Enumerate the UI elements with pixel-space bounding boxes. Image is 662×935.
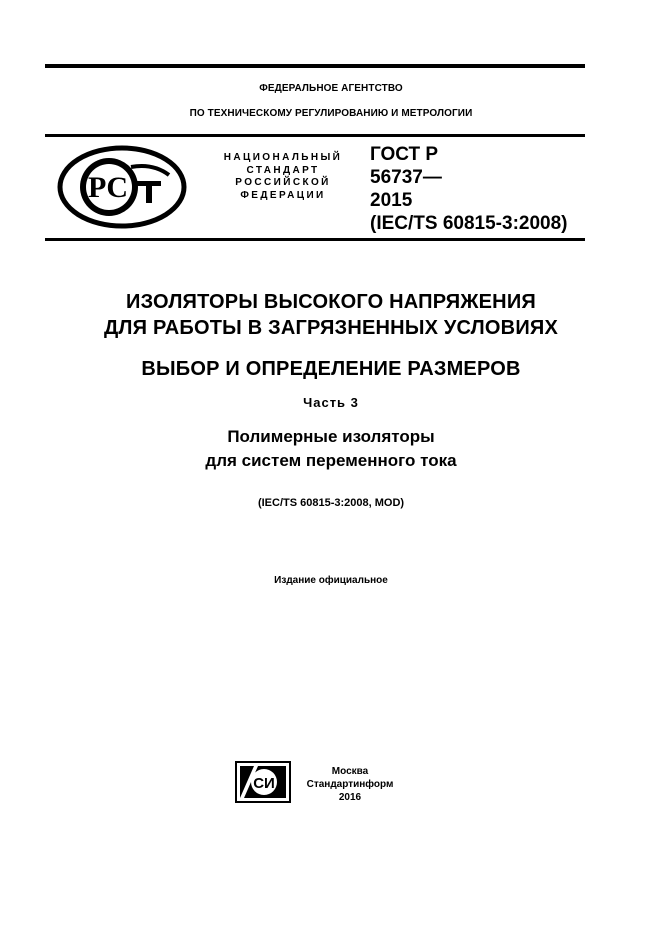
document-subtitle xyxy=(0,425,662,473)
standartinform-logo-icon xyxy=(234,760,292,804)
designation-line-3: 2015 xyxy=(370,190,413,211)
agency-line-1: ФЕДЕРАЛЬНОЕ АГЕНТСТВО xyxy=(259,83,403,94)
lower-rule xyxy=(45,238,585,241)
publisher-name: Стандартинформ xyxy=(306,779,394,790)
document-title xyxy=(0,289,662,341)
publisher-city: Москва xyxy=(331,766,369,777)
national-standard-line-3: РОССИЙСКОЙ xyxy=(235,177,331,188)
middle-rule xyxy=(45,134,585,137)
designation-line-2: 56737— xyxy=(370,167,442,188)
svg-text:PС: PС xyxy=(88,171,128,204)
publisher-info xyxy=(300,765,400,804)
title-line-3: ВЫБОР И ОПРЕДЕЛЕНИЕ РАЗМЕРОВ xyxy=(141,358,521,380)
title-line-1: ИЗОЛЯТОРЫ ВЫСОКОГО НАПРЯЖЕНИЯ xyxy=(126,291,536,313)
svg-text:СИ: СИ xyxy=(253,775,275,792)
modification-reference: (IEC/TS 60815-3:2008, MOD) xyxy=(257,497,405,509)
part-label: Часть 3 xyxy=(303,395,359,410)
subtitle-line-2: для систем переменного тока xyxy=(205,451,457,470)
national-standard-label xyxy=(208,152,358,202)
title-line-2: ДЛЯ РАБОТЫ В ЗАГРЯЗНЕННЫХ УСЛОВИЯХ xyxy=(103,317,559,339)
top-rule xyxy=(45,64,585,68)
agency-line-2: ПО ТЕХНИЧЕСКОМУ РЕГУЛИРОВАНИЮ И МЕТРОЛОГИИ xyxy=(189,108,473,119)
subtitle-line-1: Полимерные изоляторы xyxy=(227,427,435,446)
designation-line-1: ГОСТ Р xyxy=(370,144,439,165)
gost-r-logo-icon xyxy=(57,145,187,229)
national-standard-line-2: СТАНДАРТ xyxy=(246,164,320,176)
standard-designation xyxy=(370,143,568,235)
designation-line-4: (IEC/TS 60815-3:2008) xyxy=(370,213,568,234)
edition-label: Издание официальное xyxy=(274,575,388,586)
national-standard-line-4: ФЕДЕРАЦИИ xyxy=(240,189,326,201)
publisher-year: 2016 xyxy=(338,792,362,803)
national-standard-line-1: НАЦИОНАЛЬНЫЙ xyxy=(223,152,343,163)
